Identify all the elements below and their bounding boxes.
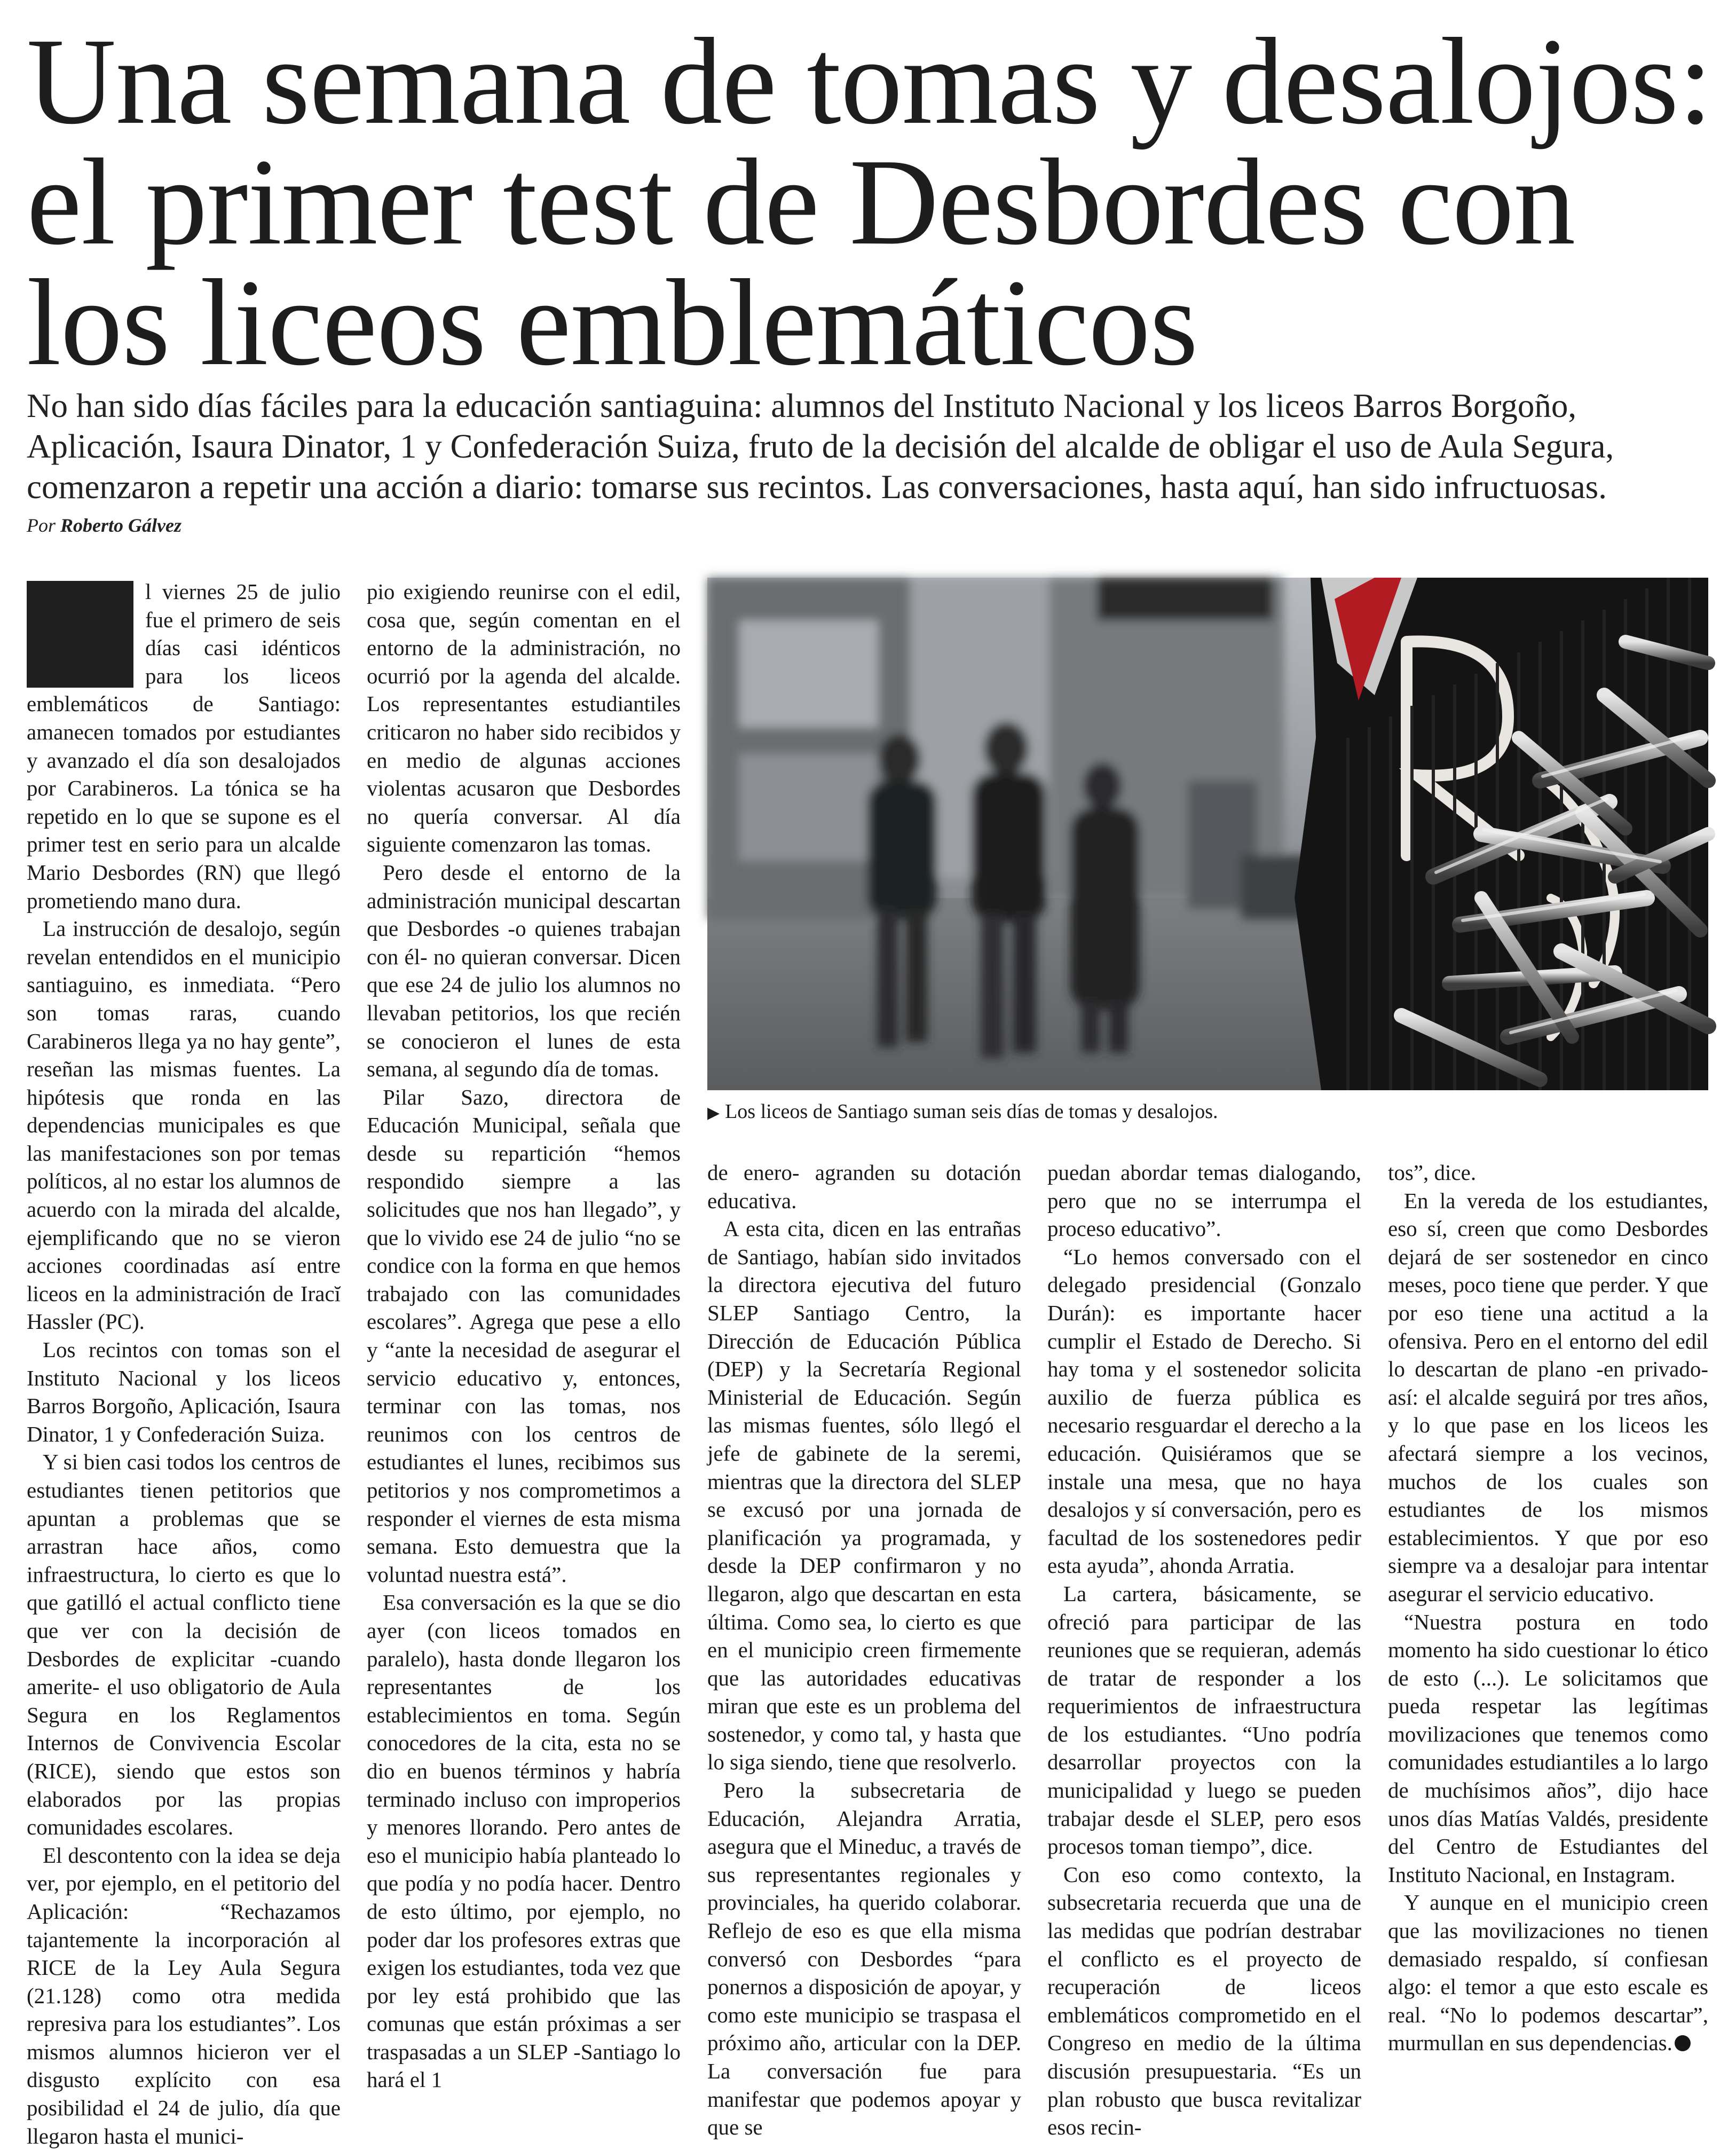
paragraph: A esta cita, dicen en las entrañas de Santiago, habían sido invitados la directora ejecutiva del futuro SLEP Santiago Centro, la Dirección de Educación Pública (DEP) y la Secretaría Regional Ministerial de Educación. Según las mismas fuentes, sólo llegó el jefe de gabinete de la seremi, mientras que la directora del SLEP se excusó por una jornada de planificación ya programada, y desde la DEP confirmaron y no llegaron, algo que descartan en esta última. Como sea, lo cierto es que en el municipio creen firmemente que las autoridades educativas miran que este es un problema del sostenedor, y como tal, y hasta que lo siga siendo, tiene que resolverlo. (707, 1216, 1021, 1775)
paragraph (1388, 1888, 1708, 2057)
paragraph: pio exigiendo reunirse con el edil, cosa que, según comentan en el entorno de la administración, no ocurrió por la agenda del alcalde. Los representantes estudiantiles criticaron no haber sido recibidos y en medio de algunas acciones violentas acusaron que Desbordes no quería conversar. Al día siguiente comenzaron las tomas. (367, 579, 681, 857)
subheadline: No han sido días fáciles para la educación santiaguina: alumnos del Instituto Nacional y los liceos Barros Borgoño, Aplicación, Isaura Dinator, 1 y Confederación Suiza, fruto de la decisión del alcalde de obligar el uso de Aula Segura, comenzaron a repetir una acción a diario: tomarse sus recintos. Las conversaciones, hasta aquí, han sido infructuosas. (27, 387, 1614, 506)
byline (27, 514, 182, 537)
headline: Una semana de tomas y desalojos: el primer test de Desbordes con los liceos emblemáticos (27, 13, 1713, 391)
paragraph: Pero la subsecretaria de Educación, Alejandra Arratia, asegura que el Mineduc, a través de sus representantes regionales y provinciales, ha querido colaborar. Reflejo de eso es que ella misma conversó con Desbordes “para ponernos a disposición de apoyar, y como este municipio se traspasa el próximo año, articular con la DEP. La conversación fue para manifestar que podemos apoyar y que se (707, 1778, 1021, 2140)
paragraph: El descontento con la idea se deja ver, por ejemplo, en el petitorio del Aplicación: “Rechazamos tajantemente la incorporación al RICE de la Ley Aula Segura (21.128) como otra medida represiva para los estudiantes”. Los mismos alumnos hicieron ver el disgusto explícito con esa posibilidad el 24 de julio, día que llegaron hasta el munici- (27, 1842, 341, 2148)
paragraph: “Lo hemos conversado con el delegado presidencial (Gonzalo Durán): es importante hacer cumplir el Estado de Derecho. Si hay toma y el sostenedor solicita auxilio de fuerza pública es necesario resguardar el derecho a la educación. Quisiéramos que se instale una mesa, que no haya desalojos y sí conversación, pero es facultad de los sostenedores pedir esta ayuda”, ahonda Arratia. (1047, 1244, 1361, 1578)
article-column-4 (1047, 1159, 1361, 2140)
dropcap (27, 565, 133, 708)
paragraph: puedan abordar temas dialogando, pero que no se interrumpa el proceso educativo”. (1047, 1160, 1361, 1241)
article-column-1 (27, 565, 341, 2148)
paragraph: tos”, dice. (1388, 1160, 1477, 1185)
byline-author: Roberto Gálvez (60, 515, 182, 536)
paragraph: La cartera, básicamente, se ofreció para participar de las reuniones que se requieran, además de tratar de responder a los requerimientos de infraestructura de los estudiantes. “Uno podría desarrollar proyectos con la municipalidad y luego se pueden trabajar desde el SLEP, pero esos procesos toman tiempo”, dice. (1047, 1581, 1361, 1859)
paragraph: Esa conversación es la que se dio ayer (con liceos tomados en paralelo), hasta donde llegaron los representantes de los establecimientos en toma. Según conocedores de la cita, esta no se dio en buenos términos y habría terminado incluso con improperios y menores llorando. Pero antes de eso el municipio había planteado lo que podía y no podía hacer. Dentro de esto último, por ejemplo, no poder dar los profesores extras que exigen los estudiantes, toda vez que por ley está prohibido que las comunas que están próximas a ser traspasadas a un SLEP -Santiago lo hará el 1 (367, 1590, 681, 2092)
byline-prefix: Por (27, 515, 56, 536)
paragraph: En la vereda de los estudiantes, eso sí, creen que como Desbordes dejará de ser sostenedor en cinco meses, poco tiene que perder. Y que por eso tiene una actitud a la ofensiva. Pero en el entorno del edil lo descartan de plano -en privado- así: el alcalde seguirá por tres años, y lo que pase en los liceos les afectará siempre a los vecinos, muchos de los cuales son estudiantes de los mismos establecimientos. Y que por eso siempre va a desalojar para intentar asegurar el servicio educativo. (1388, 1188, 1708, 1606)
caption-marker-icon: ▶ (707, 1104, 720, 1122)
article-photo (707, 578, 1708, 1090)
photo-caption (707, 1099, 1708, 1126)
paragraph: l viernes 25 de julio fue el primero de seis días casi idénticos para los liceos emblemáticos de Santiago: amanecen tomados por estudiantes y avanzado el día son desalojados por Carabineros. La tónica se ha repetido en lo que se supone es el primer test en serio para un alcalde Mario Desbordes (RN) que llegó prometiendo mano dura. (27, 579, 341, 913)
paragraph: La instrucción de desalojo, según revelan entendidos en el municipio santiaguino, es inmediata. “Pero son tomas raras, cuando Carabineros llega ya no hay gente”, reseñan las mismas fuentes. La hipótesis que ronda en las dependencias municipales es que las manifestaciones son por temas políticos, al no estar los alumnos de acuerdo con la mirada del alcalde, ejemplificando que no se vieron acciones coordinadas así entre liceos en la administración de Iracĭ Hassler (PC). (27, 916, 341, 1334)
photo-illustration (707, 578, 1708, 1090)
paragraph: Y si bien casi todos los centros de estudiantes tienen petitorios que apuntan a problemas que se arrastran hace años, como infraestructura, lo cierto es que lo que gatilló el actual conflicto tiene que ver con la decisión de Desbordes de explicitar -cuando amerite- el uso obligatorio de Aula Segura en los Reglamentos Internos de Convivencia Escolar (RICE), siendo que estos son elaborados por las propias comunidades escolares. (27, 1450, 341, 1840)
paragraph-text: Y aunque en el municipio creen que las movilizaciones no tienen demasiado respaldo, sí confiesan algo: el temor a que esto escale es real. “No lo podemos descartar”, murmullan en sus dependencias. (1388, 1890, 1708, 2056)
caption-text: Los liceos de Santiago suman seis días de tomas y desalojos. (725, 1100, 1218, 1123)
paragraph: de enero- agranden su dotación educativa. (707, 1160, 1021, 1213)
article-column-3 (707, 1159, 1021, 2140)
paragraph: Con eso como contexto, la subsecretaria recuerda que una de las medidas que podrían destrabar el conflicto es el proyecto de recuperación de liceos emblemáticos comprometido en el Congreso en medio de la última discusión presupuestaria. “Es un plan robusto que busca revitalizar esos recin- (1047, 1862, 1361, 2140)
black-dot-icon (1675, 2035, 1691, 2051)
article-column-2 (367, 578, 681, 2115)
paragraph: Pero desde el entorno de la administración municipal descartan que Desbordes -o quienes trabajan con él- no quieran conversar. Dicen que ese 24 de julio los alumnos no llevaban petitorios, los que recién se conocieron el lunes de esta semana, al segundo día de tomas. (367, 860, 681, 1082)
paragraph: Pilar Sazo, directora de Educación Municipal, señala que desde su repartición “hemos respondido siempre a las solicitudes que nos han llegado”, y que lo vivido ese 24 de julio “no se condice con la forma en que hemos trabajado con las comunidades escolares”. Agrega que pese a ello y “ante la necesidad de asegurar el servicio educativo y, entonces, terminar con las tomas, nos reunimos con los centros de estudiantes el lunes, recibimos sus petitorios y nos comprometimos a responder el viernes de esta misma semana. Esto demuestra que la voluntad nuestra está”. (367, 1084, 681, 1587)
paragraph: Los recintos con tomas son el Instituto Nacional y los liceos Barros Borgoño, Aplicación, Isaura Dinator, 1 y Confederación Suiza. (27, 1337, 341, 1446)
dropcap-letter: E (37, 565, 123, 708)
paragraph: “Nuestra postura en todo momento ha sido cuestionar lo ético de esto (...). Le solicitamos que pueda respetar las legítimas movilizaciones que tenemos como comunidades estudiantiles a lo largo de muchísimos años”, dijo hace unos días Matías Valdés, presidente del Centro de Estudiantes del Instituto Nacional, en Instagram. (1388, 1609, 1708, 1887)
article-column-5 (1388, 1159, 1708, 2115)
